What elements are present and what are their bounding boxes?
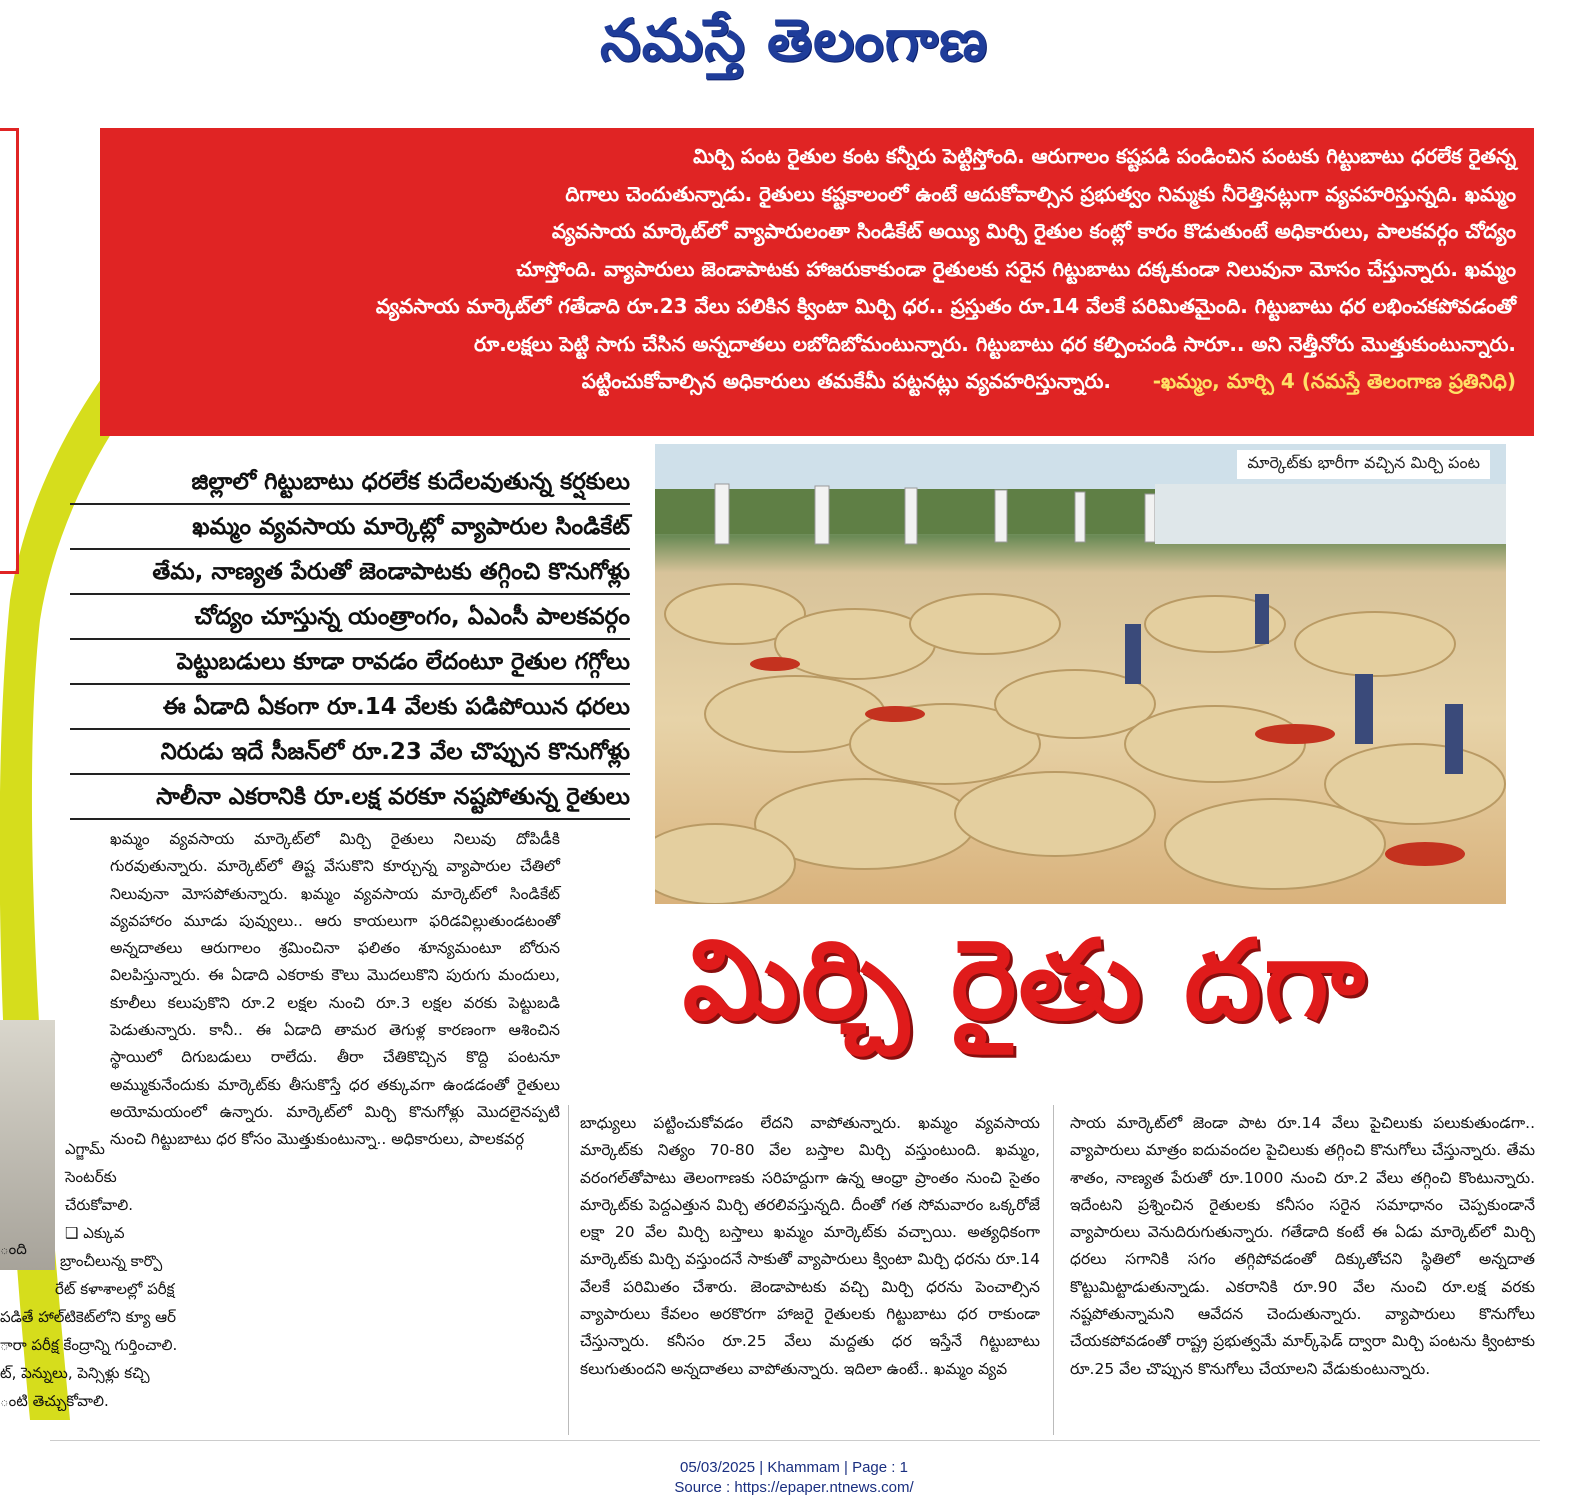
market-photo: [655, 444, 1506, 904]
adjacent-article-fragment: [0, 1135, 230, 1415]
side-line: ంటి తెచ్చుకోవాలి.: [0, 1392, 109, 1410]
lead-line: రూ.లక్షలు పెట్టి సాగు చేసిన అన్నదాతలు లబోదిబోమంటున్నారు. గిట్టుబాటు ధర కల్పించండి సారూ.. అని నెత్తీనోరు మొత్తుకుంటున్నారు.: [473, 331, 1516, 356]
highlight-item: ఖమ్మం వ్యవసాయ మార్కెట్లో వ్యాపారుల సిండికేట్: [70, 505, 630, 550]
lead-line: వ్యవసాయ మార్కెట్‌లో గతేడాది రూ.23 వేలు పలికిన క్వింటా మిర్చి ధర.. ప్రస్తుతం రూ.14 వేలకే పరిమితమైంది. గిట్టుబాటు ధర లభించకపోవడంతో: [375, 294, 1516, 318]
highlight-item: తేమ, నాణ్యత పేరుతో జెండాపాటకు తగ్గించి కొనుగోళ్లు: [70, 550, 630, 595]
highlights-list: [70, 460, 630, 820]
photo-caption: మార్కెట్‌కు భారీగా వచ్చిన మిర్చి పంట: [1237, 450, 1490, 479]
column-divider: [1053, 1105, 1054, 1435]
side-line: ారా పరీక్ష కేంద్రాన్ని గుర్తించాలి.: [0, 1336, 178, 1354]
side-line: పడితే హాల్‌టికెట్‌లోని క్యూ ఆర్: [0, 1308, 177, 1326]
lead-line: చూస్తోంది. వ్యాపారులు జెండాపాటకు హాజరుకాకుండా రైతులకు సరైన గిట్టుబాటు దక్కకుండా నిలువునా మోసం చేస్తున్నారు. ఖమ్మం: [516, 256, 1516, 281]
side-line: చేరుకోవాలి.: [65, 1196, 133, 1214]
side-line: ❑ ఎక్కువ: [65, 1224, 125, 1242]
highlight-item: సాలీనా ఎకరానికి రూ.లక్ష వరకూ నష్టపోతున్న రైతులు: [70, 775, 630, 820]
article-column-3: సాయ మార్కెట్‌లో జెండా పాట రూ.14 వేలు పైచిలుకు పలుకుతుండగా.. వ్యాపారులు మాత్రం ఐదువందల పైచిలుకు తగ్గించి కొనుగోలు చేస్తున్నారు. తేమ శాతం, నాణ్యత పేరుతో రూ.1000 నుంచి రూ.2 వేలు తగ్గించి కొంటున్నారు. ఇదేంటని ప్రశ్నించిన రైతులకు కనీసం సరైన సమాధానం చెప్పకుండానే వ్యాపారులు వెనుదిరుగుతున్నారు. గతేడాది కంటే ఈ ఏడు మార్కెట్‌లో మిర్చి ధరలు సగానికి సగం తగ్గిపోవడంతో దిక్కుతోచని స్థితిలో అన్నదాత కొట్టుమిట్టాడుతున్నాడు. ఎకరానికి రూ.90 వేల నుంచి రూ.లక్ష వరకు నష్టపోతున్నామని ఆవేదన చెందుతున్నారు. వ్యాపారులు కొనుగోలు చేయకపోవడంతో రాష్ట్ర ప్రభుత్వమే మార్క్‌ఫెడ్ ద్వారా మిర్చి పంటను క్వింటాకు రూ.25 వేల చొప్పున కొనుగోలు చేయాలని వేడుకుంటున్నారు.: [1070, 1114, 1535, 1378]
article-column-1: ఖమ్మం వ్యవసాయ మార్కెట్‌లో మిర్చి రైతులు నిలువు దోపిడీకి గురవుతున్నారు. మార్కెట్‌లో తిష్ట వేసుకొని కూర్చున్న వ్యాపారుల చేతిలో నిలువునా మోసపోతున్నారు. ఖమ్మం వ్యవసాయ మార్కెట్‌లో సిండికేట్ వ్యవహారం మూడు పువ్వులు.. ఆరు కాయలుగా ఫరిడవిల్లుతుండటంతో అన్నదాతలు ఆరుగాలం శ్రమించినా ఫలితం శూన్యమంటూ బోరున విలపిస్తున్నారు. ఈ ఏడాది ఎకరాకు కౌలు మొదలుకొని పురుగు మందులు, కూలీలు కలుపుకొని రూ.2 లక్షల నుంచి రూ.3 లక్షల వరకు పెట్టుబడి పెడుతున్నారు. కానీ.. ఈ ఏడాది తామర తెగుళ్ల కారణంగా ఆశించిన స్థాయిలో దిగుబడులు రాలేదు. తీరా చేతికొచ్చిన కొద్ది పంటనూ అమ్ముకునేందుకు మార్కెట్‌కు తీసుకొస్తే ధర తక్కువగా ఉండడంతో రైతులు అయోమయంలో ఉన్నారు. మార్కెట్‌లో మిర్చి కొనుగోళ్లు మొదలైనప్పటి నుంచి గిట్టుబాటు ధర కోసం మొత్తుకుంటున్నా.. అధికారులు, పాలకవర్గ: [110, 830, 560, 1149]
lead-line-last: [120, 363, 1516, 401]
footer-source: Source : https://epaper.ntnews.com/: [674, 1479, 914, 1496]
main-headline: మిర్చి రైతు దగా: [682, 915, 1368, 1044]
highlight-item: ఈ ఏడాది ఏకంగా రూ.14 వేలకు పడిపోయిన ధరలు: [70, 685, 630, 730]
lead-line: దిగాలు చెందుతున్నాడు. రైతులు కష్టకాలంలో ఉంటే ఆదుకోవాల్సిన ప్రభుత్వం నిమ్మకు నీరెత్తినట్లుగా వ్యవహరిస్తున్నది. ఖమ్మం: [565, 181, 1516, 206]
side-line: ఎగ్జామ్: [65, 1140, 105, 1158]
side-line: ట్, పెన్నులు, పెన్సిళ్లు కచ్చి: [0, 1364, 150, 1382]
bottom-rule: [50, 1440, 1540, 1441]
lead-line: పట్టించుకోవాల్సిన అధికారులు తమకేమీ పట్టనట్లు వ్యవహరిస్తున్నారు.: [581, 369, 1111, 393]
highlight-item: పెట్టుబడులు కూడా రావడం లేదంటూ రైతుల గగ్గోలు: [70, 640, 630, 685]
side-line: బ్రాంచీలున్న కార్పొ: [60, 1252, 163, 1270]
footer: [0, 1458, 1588, 1498]
lead-line: మిర్చి పంట రైతుల కంట కన్నీరు పెట్టిస్తోంది. ఆరుగాలం కష్టపడి పండించిన పంటకు గిట్టుబాటు ధరలేక రైతన్న: [693, 144, 1516, 168]
column-divider: [568, 1105, 569, 1435]
highlight-item: జిల్లాలో గిట్టుబాటు ధరలేక కుదేలవుతున్న కర్షకులు: [70, 460, 630, 505]
lead-line: వ్యవసాయ మార్కెట్‌లో వ్యాపారులంతా సిండికేట్ అయ్యి మిర్చి రైతుల కంట్లో కారం కొడుతుంటే అధికారులు, పాలకవర్గం చోద్యం: [551, 219, 1516, 243]
footer-date-page: 05/03/2025 | Khammam | Page : 1: [680, 1459, 908, 1476]
byline: -ఖమ్మం, మార్చి 4 (నమస్తే తెలంగాణ ప్రతినిధి): [1152, 369, 1516, 393]
highlight-item: నిరుడు ఇదే సీజన్‌లో రూ.23 వేల చొప్పున కొనుగోళ్లు: [70, 730, 630, 775]
side-line: రేట్ కళాశాలల్లో పరీక్ష: [55, 1280, 175, 1298]
side-line: సెంటర్‌కు: [65, 1168, 117, 1186]
highlight-item: చోద్యం చూస్తున్న యంత్రాంగం, ఏఎంసీ పాలకవర్గం: [70, 595, 630, 640]
lead-paragraph: [120, 138, 1516, 401]
left-red-frame: [0, 128, 19, 574]
article-column-2: బాధ్యులు పట్టించుకోవడం లేదని వాపోతున్నారు. ఖమ్మం వ్యవసాయ మార్కెట్‌కు నిత్యం 70-80 వేల బస్తాల మిర్చి వస్తుంటుంది. ఖమ్మం, వరంగల్‌తోపాటు తెలంగాణకు సరిహద్దుగా ఉన్న ఆంధ్రా ప్రాంతం నుంచి సైతం మార్కెట్‌కు పెద్దఎత్తున మిర్చి తరలివస్తున్నది. దీంతో గత సోమవారం ఒక్కరోజే లక్షా 20 వేల మిర్చి బస్తాలు ఖమ్మం మార్కెట్‌కు వచ్చాయి. అత్యధికంగా మార్కెట్‌కు మిర్చి వస్తుందనే సాకుతో వ్యాపారులు క్వింటా మిర్చి ధరను రూ.14 వేలకే పరిమితం చేశారు. జెండాపాటకు వచ్చి మిర్చి ధరను పెంచాల్సిన వ్యాపారులు కేవలం అరకొరగా హాజరై రైతులకు గిట్టుబాటు ధర రాకుండా చేస్తున్నారు. కనీసం రూ.25 వేలు మద్దతు ధర ఇస్తేనే గిట్టుబాటు కలుగుతుందని అన్నదాతలు వాపోతున్నారు. ఇదిలా ఉంటే.. ఖమ్మం వ్యవ: [580, 1114, 1040, 1378]
side-fragment: ంది: [0, 1240, 27, 1258]
chilli-sacks-illustration: [655, 444, 1506, 904]
masthead-logo: నమస్తే తెలంగాణ: [600, 6, 988, 74]
